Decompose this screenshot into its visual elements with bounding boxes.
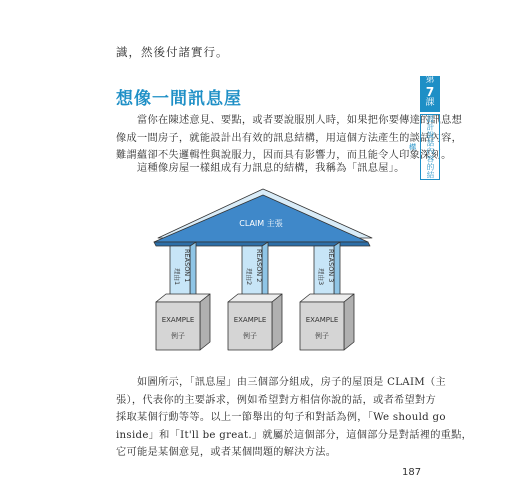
example-2-label-cn: 例子 (243, 332, 257, 340)
paragraph-line: 難謂蘊卻不失邏輯性與說服力，因而具有影響力，而且能令人印象深刻。 (116, 150, 452, 161)
pillar-3-reason: REASON 3 (327, 249, 335, 283)
chapter-number: 7 (425, 84, 435, 99)
previous-paragraph-end: 識，然後付諸實行。 (116, 45, 229, 59)
example-block-2 (228, 302, 272, 350)
example-2-label: EXAMPLE (233, 316, 267, 324)
message-house-diagram (148, 186, 378, 370)
pillar-3-reason-cn: 理由3 (317, 268, 325, 286)
chapter-suffix: 課 (425, 98, 435, 109)
example-1-label-cn: 例子 (171, 332, 185, 340)
section-title: 想像一間訊息屋 (116, 89, 242, 109)
paragraph-line: inside」和「It'll be great.」就屬於這個部分，這個部分是對話裡的重點， (116, 429, 473, 441)
pillar-2-reason: REASON 2 (255, 249, 263, 283)
paragraph-explanation (116, 374, 473, 462)
example-block-3 (300, 302, 344, 350)
paragraph-line: 如圖所示，「訊息屋」由三個部分組成，房子的屋頂是 CLAIM（主 (137, 377, 446, 388)
example-block-2-side (272, 294, 282, 350)
paragraph-line: 像成一間房子，就能設計出有效的訊息結構，用這個方法產生的談話內容， (116, 132, 463, 144)
example-block-1-side (200, 294, 210, 350)
pillar-1-reason: REASON 1 (183, 249, 191, 283)
message-house-svg (148, 186, 378, 366)
pillar-2-reason-cn: 理由2 (245, 268, 253, 286)
paragraph-line: 採取某個行動等等。以上一節舉出的句子和對話為例，「We should go (116, 412, 446, 423)
chapter-prefix: 第 (425, 75, 435, 85)
chapter-subtitle: 設計說話內容的結構 (420, 114, 440, 180)
paragraph-line: 張），代表你的主要訴求，例如希望對方相信你說的話，或者希望對方 (116, 394, 437, 406)
paragraph-line: 它可能是某個意見，或者某個問題的解決方法。 (116, 447, 337, 458)
example-block-1 (156, 302, 200, 350)
example-3-label-cn: 例子 (315, 332, 329, 340)
paragraph-message-house (116, 160, 408, 178)
paragraph-line: 這種像房屋一樣組成有力訊息的結構，我稱為「訊息屋」。 (137, 163, 405, 174)
example-3-label: EXAMPLE (305, 316, 339, 324)
pillar-1-reason-cn: 理由1 (173, 268, 181, 286)
page-number: 187 (402, 467, 422, 478)
paragraph-line: 當你在陳述意見、要點，或者要說服別人時，如果把你要傳達的訊息想 (137, 115, 463, 126)
roof-label: CLAIM 主張 (239, 219, 283, 228)
example-block-3-side (344, 294, 354, 350)
example-1-label: EXAMPLE (161, 316, 195, 324)
chapter-number-tab (420, 76, 440, 112)
